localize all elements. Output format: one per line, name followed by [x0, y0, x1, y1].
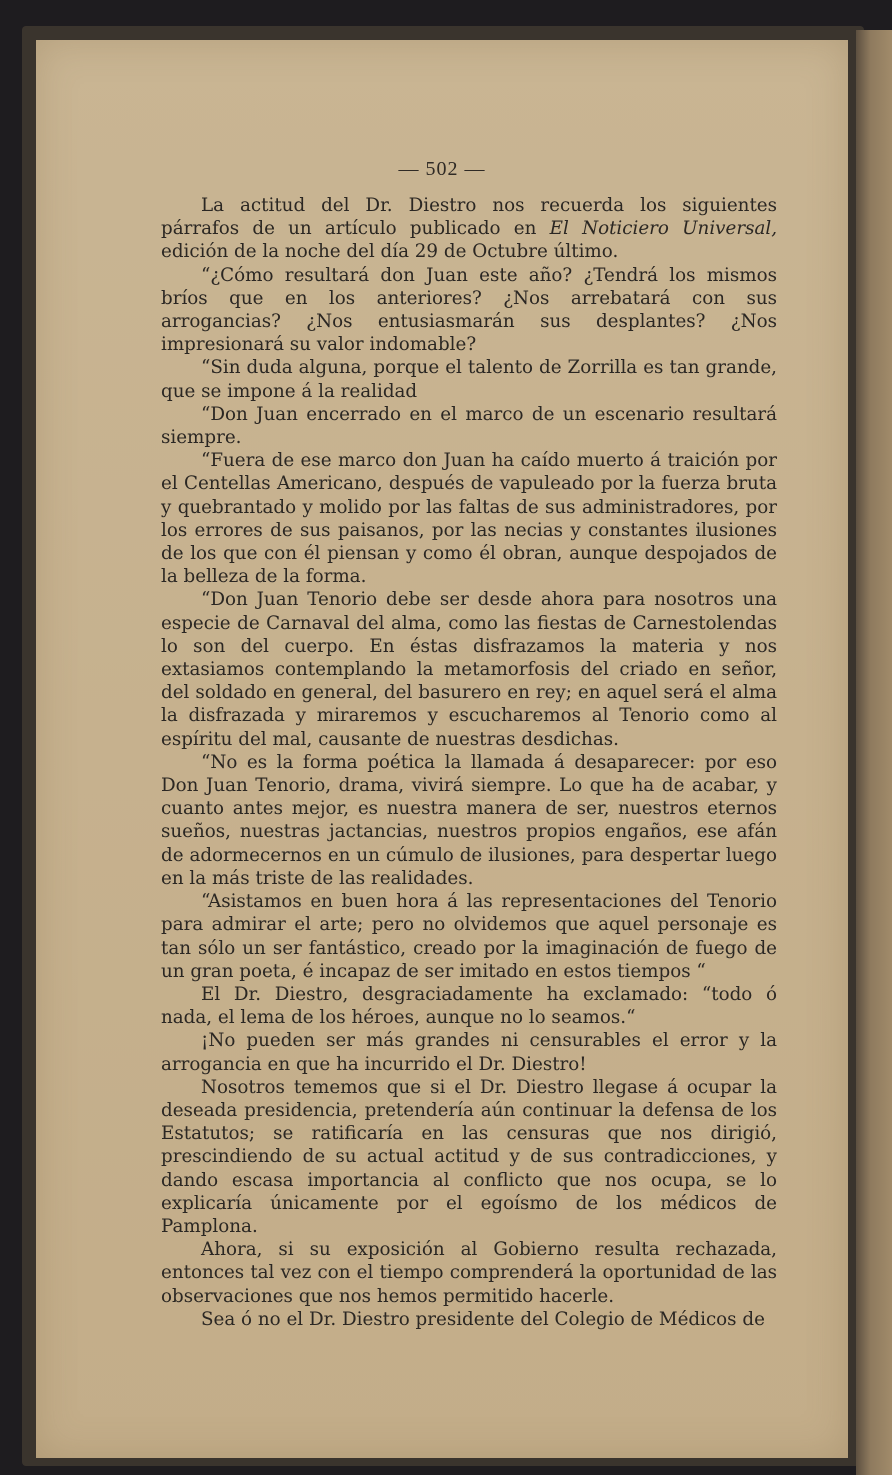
body-text — [161, 194, 777, 1331]
paragraph-10: ¡No pueden ser más grandes ni censurables el error y la arrogancia en que ha incurrido el Dr. Diestro! — [161, 1030, 777, 1075]
paragraph-7: “No es la forma poética la llamada á desaparecer: por eso Don Juan Tenorio, drama, vivirá siempre. Lo que ha de acabar, y cuanto antes mejor, es nuestra manera de ser, nuestros eternos sueños, nuestras jactancias, nuestros propios engaños, ese afán de adormecernos en un cúmulo de ilusiones, para despertar luego en la más triste de las realidades. — [161, 751, 777, 889]
paragraph-1-text-start: La actitud del Dr. Diestro nos recuerda los siguientes párrafos de un artículo publicado en — [161, 195, 777, 240]
paragraph-4: “Don Juan encerrado en el marco de un escenario resultará siempre. — [161, 403, 777, 449]
paragraph-1-text-end: edición de la noche del día 29 de Octubre último. — [161, 241, 619, 263]
paragraph-13: Sea ó no el Dr. Diestro presidente del Colegio de Médicos de — [201, 1308, 765, 1330]
newspaper-title: El Noticiero Universal, — [549, 218, 778, 240]
paragraph-5: “Fuera de ese marco don Juan ha caído muerto á traición por el Centellas Americano, después de vapuleado por la fuerza bruta y quebrantado y molido por las faltas de sus administradores, por los errores de sus paisanos, por las necias y constantes ilusiones de los que con él piensan y como él obran, aunque despojados de la belleza de la forma. — [161, 450, 777, 588]
paragraph-8: “Asistamos en buen hora á las representaciones del Tenorio para admirar el arte; pero no olvidemos que aquel personaje es tan sólo un ser fantástico, creado por la imaginación de fuego de un gran poeta, é incapaz de ser imitado en estos tiempos “ — [161, 891, 777, 982]
paragraph-11: Nosotros tememos que si el Dr. Diestro llegase á ocupar la deseada presidencia, pretendería aún continuar la defensa de los Estatutos; se ratificaría en las censuras que nos dirigió, prescindiendo de su actual actitud y de sus contradicciones, y dando escasa importancia al conflicto que nos ocupa, se lo explicaría únicamente por el egoísmo de los médicos de Pamplona. — [161, 1076, 777, 1237]
page-number: — 502 — — [398, 158, 486, 180]
paragraph-1 — [161, 194, 777, 264]
next-page-edge — [856, 30, 892, 1475]
paragraph-3: “Sin duda alguna, porque el talento de Zorrilla es tan grande, que se impone á la realidad — [161, 357, 777, 402]
paragraph-2: “¿Cómo resultará don Juan este año? ¿Tendrá los mismos bríos que en los anteriores? ¿Nos arrebatará con sus arrogancias? ¿Nos entusiasmarán sus desplantes? ¿Nos impresionará su valor indomable? — [161, 264, 777, 356]
paragraph-9: El Dr. Diestro, desgraciadamente ha exclamado: “todo ó nada, el lema de los héroes, aunque no lo seamos.“ — [161, 983, 777, 1029]
paragraph-12: Ahora, si su exposición al Gobierno resulta rechazada, entonces tal vez con el tiempo comprenderá la oportunidad de las observaciones que nos hemos permitido hacerle. — [161, 1239, 777, 1307]
paragraph-6: “Don Juan Tenorio debe ser desde ahora para nosotros una especie de Carnaval del alma, como las fiestas de Carnestolendas lo son del cuerpo. En éstas disfrazamos la materia y nos extasiamos contemplando la metamorfosis del criado en señor, del soldado en general, del basurero en rey; en aquel será el alma la disfrazada y miraremos y escucharemos al Tenorio como al espíritu del mal, causante de nuestras desdichas. — [161, 589, 777, 750]
paper-page — [36, 40, 848, 1458]
